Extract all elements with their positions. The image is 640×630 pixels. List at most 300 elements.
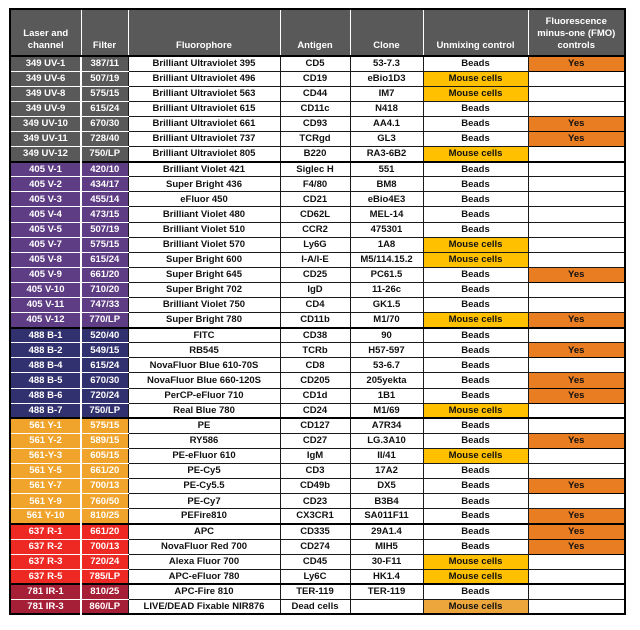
channel-cell: 561 Y-9 [10,494,81,509]
fluorophore-cell: Brilliant Ultraviolet 563 [128,86,280,101]
clone-cell: MEL-14 [350,207,423,222]
unmixing-cell: Mouse cells [423,313,528,328]
unmixing-cell: Beads [423,162,528,177]
unmixing-cell: Beads [423,267,528,282]
unmixing-cell: Mouse cells [423,599,528,614]
channel-cell: 405 V-7 [10,237,81,252]
unmixing-cell: Mouse cells [423,554,528,569]
antigen-cell: CD44 [280,86,350,101]
filter-cell: 760/50 [81,494,128,509]
channel-cell: 637 R-2 [10,539,81,554]
table-row [10,448,625,463]
channel-cell: 488 B-4 [10,358,81,373]
antigen-cell: CD21 [280,192,350,207]
fmo-cell [528,328,625,343]
clone-cell: 1A8 [350,237,423,252]
fmo-cell [528,86,625,101]
table-row [10,554,625,569]
unmixing-cell: Mouse cells [423,71,528,86]
unmixing-cell: Mouse cells [423,569,528,584]
fluorophore-cell: Brilliant Ultraviolet 615 [128,101,280,116]
channel-cell: 405 V-2 [10,177,81,192]
fluorophore-cell: Brilliant Violet 480 [128,207,280,222]
clone-cell: GK1.5 [350,298,423,313]
filter-cell: 615/24 [81,101,128,116]
filter-cell: 507/19 [81,222,128,237]
table-row [10,343,625,358]
fmo-cell: Yes [528,131,625,146]
clone-cell: A7R34 [350,418,423,433]
fmo-cell: Yes [528,539,625,554]
table-row [10,298,625,313]
unmixing-cell: Beads [423,464,528,479]
fmo-cell: Yes [528,433,625,448]
column-header-clone: Clone [350,9,423,56]
unmixing-cell: Mouse cells [423,237,528,252]
channel-cell: 637 R-1 [10,524,81,539]
table-row [10,494,625,509]
clone-cell: BM8 [350,177,423,192]
column-header-antigen: Antigen [280,9,350,56]
unmixing-cell: Beads [423,282,528,297]
fluorophore-cell: FITC [128,328,280,343]
clone-cell: 29A1.4 [350,524,423,539]
clone-cell: eBio1D3 [350,71,423,86]
column-header-fluorophore: Fluorophore [128,9,280,56]
fluorophore-cell: RB545 [128,343,280,358]
clone-cell: 11-26c [350,282,423,297]
header-row [10,9,625,56]
filter-cell: 520/40 [81,328,128,343]
unmixing-cell: Mouse cells [423,147,528,162]
filter-cell: 770/LP [81,313,128,328]
channel-cell: 488 B-7 [10,403,81,418]
clone-cell: SA011F11 [350,509,423,524]
fmo-cell: Yes [528,343,625,358]
channel-cell: 405 V-1 [10,162,81,177]
antigen-cell: B220 [280,147,350,162]
unmixing-cell: Beads [423,524,528,539]
fmo-cell: Yes [528,56,625,71]
unmixing-cell: Mouse cells [423,403,528,418]
unmixing-cell: Mouse cells [423,448,528,463]
filter-cell: 420/10 [81,162,128,177]
table-row [10,479,625,494]
antigen-cell: CD5 [280,56,350,71]
filter-cell: 455/14 [81,192,128,207]
antigen-cell: CD62L [280,207,350,222]
fluorophore-cell: Brilliant Violet 570 [128,237,280,252]
fmo-cell [528,298,625,313]
fluorophore-cell: Brilliant Violet 421 [128,162,280,177]
antigen-cell: CD1d [280,388,350,403]
unmixing-cell: Beads [423,222,528,237]
fmo-cell [528,403,625,418]
fmo-cell: Yes [528,388,625,403]
antigen-cell: Siglec H [280,162,350,177]
filter-cell: 728/40 [81,131,128,146]
fmo-cell [528,177,625,192]
fmo-cell [528,418,625,433]
clone-cell: HK1.4 [350,569,423,584]
unmixing-cell: Beads [423,192,528,207]
fluorophore-cell: Brilliant Ultraviolet 737 [128,131,280,146]
clone-cell: II/41 [350,448,423,463]
fmo-cell [528,237,625,252]
fmo-cell [528,448,625,463]
channel-cell: 349 UV-12 [10,147,81,162]
antigen-cell: CD274 [280,539,350,554]
antigen-cell: F4/80 [280,177,350,192]
unmixing-cell: Beads [423,494,528,509]
fluorophore-panel-table [9,8,626,615]
fluorophore-cell: NovaFluor Red 700 [128,539,280,554]
filter-cell: 434/17 [81,177,128,192]
fluorophore-cell: PerCP-eFluor 710 [128,388,280,403]
antigen-cell: TCRb [280,343,350,358]
clone-cell [350,599,423,614]
table-row [10,373,625,388]
fluorophore-cell: Super Bright 600 [128,252,280,267]
fluorophore-cell: Brilliant Ultraviolet 661 [128,116,280,131]
unmixing-cell: Beads [423,298,528,313]
table-row [10,192,625,207]
column-header-fmo: Fluorescence minus-one (FMO) controls [528,9,625,56]
channel-cell: 561 Y-10 [10,509,81,524]
filter-cell: 700/13 [81,479,128,494]
clone-cell: LG.3A10 [350,433,423,448]
fmo-cell [528,252,625,267]
filter-cell: 810/25 [81,584,128,599]
fmo-cell [528,584,625,599]
antigen-cell: IgM [280,448,350,463]
fluorophore-cell: Real Blue 780 [128,403,280,418]
filter-cell: 387/11 [81,56,128,71]
table-row [10,358,625,373]
clone-cell: B3B4 [350,494,423,509]
clone-cell: H57-597 [350,343,423,358]
table-row [10,433,625,448]
unmixing-cell: Beads [423,328,528,343]
unmixing-cell: Beads [423,539,528,554]
fmo-cell [528,282,625,297]
antigen-cell: CD38 [280,328,350,343]
clone-cell: 30-F11 [350,554,423,569]
antigen-cell: CD11b [280,313,350,328]
table-header [10,9,625,56]
clone-cell: M5/114.15.2 [350,252,423,267]
filter-cell: 710/20 [81,282,128,297]
fluorophore-cell: PE-Cy5.5 [128,479,280,494]
channel-cell: 405 V-12 [10,313,81,328]
unmixing-cell: Beads [423,343,528,358]
table-row [10,147,625,162]
filter-cell: 810/25 [81,509,128,524]
channel-cell: 561 Y-2 [10,433,81,448]
channel-cell: 488 B-6 [10,388,81,403]
fmo-cell [528,147,625,162]
antigen-cell: CD24 [280,403,350,418]
fmo-cell: Yes [528,116,625,131]
fluorophore-cell: Super Bright 702 [128,282,280,297]
table-row [10,599,625,614]
table-row [10,509,625,524]
antigen-cell: CD205 [280,373,350,388]
table-row [10,237,625,252]
unmixing-cell: Beads [423,373,528,388]
unmixing-cell: Beads [423,418,528,433]
clone-cell: IM7 [350,86,423,101]
fluorophore-cell: APC-eFluor 780 [128,569,280,584]
channel-cell: 781 IR-3 [10,599,81,614]
antigen-cell: CD4 [280,298,350,313]
channel-cell: 561 Y-5 [10,464,81,479]
table-row [10,584,625,599]
antigen-cell: CD8 [280,358,350,373]
table-row [10,101,625,116]
filter-cell: 507/19 [81,71,128,86]
unmixing-cell: Beads [423,388,528,403]
antigen-cell: CD27 [280,433,350,448]
fluorophore-cell: NovaFluor Blue 660-120S [128,373,280,388]
table-body [10,56,625,614]
clone-cell: 1B1 [350,388,423,403]
table-row [10,252,625,267]
fmo-cell: Yes [528,509,625,524]
filter-cell: 670/30 [81,116,128,131]
clone-cell: 53-7.3 [350,56,423,71]
unmixing-cell: Beads [423,177,528,192]
channel-cell: 349 UV-8 [10,86,81,101]
fmo-cell [528,192,625,207]
clone-cell: RA3-6B2 [350,147,423,162]
unmixing-cell: Beads [423,479,528,494]
filter-cell: 750/LP [81,147,128,162]
antigen-cell: IgD [280,282,350,297]
clone-cell: M1/69 [350,403,423,418]
unmixing-cell: Mouse cells [423,86,528,101]
antigen-cell: Dead cells [280,599,350,614]
column-header-filter: Filter [81,9,128,56]
antigen-cell: CD45 [280,554,350,569]
column-header-unmixing: Unmixing control [423,9,528,56]
filter-cell: 661/20 [81,267,128,282]
filter-cell: 575/15 [81,418,128,433]
fluorophore-cell: Brilliant Ultraviolet 395 [128,56,280,71]
fmo-cell [528,162,625,177]
fluorophore-cell: NovaFluor Blue 610-70S [128,358,280,373]
table-row [10,328,625,343]
filter-cell: 720/24 [81,388,128,403]
table-row [10,116,625,131]
filter-cell: 589/15 [81,433,128,448]
clone-cell: 17A2 [350,464,423,479]
table-row [10,177,625,192]
fmo-cell: Yes [528,373,625,388]
clone-cell: TER-119 [350,584,423,599]
antigen-cell: CD23 [280,494,350,509]
clone-cell: MIH5 [350,539,423,554]
fmo-cell [528,494,625,509]
filter-cell: 747/33 [81,298,128,313]
table-row [10,267,625,282]
table-row [10,131,625,146]
table-row [10,569,625,584]
unmixing-cell: Beads [423,131,528,146]
fluorophore-cell: Brilliant Ultraviolet 805 [128,147,280,162]
fmo-cell [528,358,625,373]
antigen-cell: TCRgd [280,131,350,146]
channel-cell: 405 V-4 [10,207,81,222]
antigen-cell: CD335 [280,524,350,539]
fluorophore-cell: PEFire810 [128,509,280,524]
unmixing-cell: Beads [423,56,528,71]
antigen-cell: CD25 [280,267,350,282]
clone-cell: eBio4E3 [350,192,423,207]
fmo-cell [528,71,625,86]
fmo-cell [528,464,625,479]
table-row [10,539,625,554]
fluorophore-cell: PE [128,418,280,433]
table-row [10,524,625,539]
channel-cell: 488 B-1 [10,328,81,343]
filter-cell: 750/LP [81,403,128,418]
fluorophore-cell: RY586 [128,433,280,448]
fmo-cell [528,554,625,569]
table-row [10,56,625,71]
channel-cell: 405 V-9 [10,267,81,282]
clone-cell: 551 [350,162,423,177]
clone-cell: AA4.1 [350,116,423,131]
channel-cell: 405 V-10 [10,282,81,297]
unmixing-cell: Beads [423,358,528,373]
antigen-cell: CX3CR1 [280,509,350,524]
unmixing-cell: Beads [423,509,528,524]
filter-cell: 661/20 [81,524,128,539]
filter-cell: 605/15 [81,448,128,463]
antigen-cell: Ly6C [280,569,350,584]
antigen-cell: CCR2 [280,222,350,237]
table-row [10,71,625,86]
antigen-cell: CD127 [280,418,350,433]
fluorophore-cell: PE-eFluor 610 [128,448,280,463]
filter-cell: 785/LP [81,569,128,584]
fluorophore-cell: PE-Cy5 [128,464,280,479]
channel-cell: 561 Y-7 [10,479,81,494]
fluorophore-cell: Brilliant Violet 510 [128,222,280,237]
antigen-cell: CD3 [280,464,350,479]
clone-cell: DX5 [350,479,423,494]
column-header-channel: Laser and channel [10,9,81,56]
unmixing-cell: Beads [423,101,528,116]
channel-cell: 405 V-5 [10,222,81,237]
fluorophore-cell: LIVE/DEAD Fixable NIR876 [128,599,280,614]
fluorophore-cell: Brilliant Violet 750 [128,298,280,313]
table-row [10,418,625,433]
clone-cell: 53-6.7 [350,358,423,373]
fluorophore-cell: eFluor 450 [128,192,280,207]
fmo-cell: Yes [528,267,625,282]
table-row [10,464,625,479]
fmo-cell [528,599,625,614]
fluorophore-cell: Alexa Fluor 700 [128,554,280,569]
antigen-cell: I-A/I-E [280,252,350,267]
unmixing-cell: Beads [423,116,528,131]
table-row [10,313,625,328]
filter-cell: 720/24 [81,554,128,569]
channel-cell: 781 IR-1 [10,584,81,599]
clone-cell: PC61.5 [350,267,423,282]
fluorophore-cell: APC-Fire 810 [128,584,280,599]
filter-cell: 670/30 [81,373,128,388]
channel-cell: 349 UV-11 [10,131,81,146]
table-row [10,388,625,403]
fluorophore-cell: APC [128,524,280,539]
filter-cell: 615/24 [81,252,128,267]
unmixing-cell: Mouse cells [423,252,528,267]
antigen-cell: CD49b [280,479,350,494]
fmo-cell: Yes [528,479,625,494]
clone-cell: 205yekta [350,373,423,388]
clone-cell: N418 [350,101,423,116]
fmo-cell [528,222,625,237]
fluorophore-cell: Super Bright 645 [128,267,280,282]
channel-cell: 405 V-3 [10,192,81,207]
fmo-cell: Yes [528,524,625,539]
channel-cell: 405 V-11 [10,298,81,313]
fmo-cell [528,207,625,222]
channel-cell: 561 Y-1 [10,418,81,433]
channel-cell: 405 V-8 [10,252,81,267]
table-row [10,282,625,297]
fluorophore-cell: Brilliant Ultraviolet 496 [128,71,280,86]
table-row [10,222,625,237]
filter-cell: 549/15 [81,343,128,358]
clone-cell: GL3 [350,131,423,146]
filter-cell: 575/15 [81,237,128,252]
antigen-cell: CD93 [280,116,350,131]
unmixing-cell: Beads [423,433,528,448]
channel-cell: 561-Y-3 [10,448,81,463]
fmo-cell: Yes [528,313,625,328]
antigen-cell: CD11c [280,101,350,116]
channel-cell: 637 R-3 [10,554,81,569]
filter-cell: 700/13 [81,539,128,554]
unmixing-cell: Beads [423,584,528,599]
fmo-cell [528,569,625,584]
channel-cell: 488 B-2 [10,343,81,358]
fluorophore-cell: PE-Cy7 [128,494,280,509]
channel-cell: 488 B-5 [10,373,81,388]
antigen-cell: CD19 [280,71,350,86]
channel-cell: 349 UV-9 [10,101,81,116]
channel-cell: 349 UV-6 [10,71,81,86]
fluorophore-cell: Super Bright 436 [128,177,280,192]
channel-cell: 349 UV-10 [10,116,81,131]
fluorophore-panel-figure [9,8,626,615]
fluorophore-cell: Super Bright 780 [128,313,280,328]
filter-cell: 575/15 [81,86,128,101]
antigen-cell: Ly6G [280,237,350,252]
clone-cell: M1/70 [350,313,423,328]
table-row [10,86,625,101]
unmixing-cell: Beads [423,207,528,222]
channel-cell: 637 R-5 [10,569,81,584]
antigen-cell: TER-119 [280,584,350,599]
clone-cell: 90 [350,328,423,343]
channel-cell: 349 UV-1 [10,56,81,71]
filter-cell: 473/15 [81,207,128,222]
